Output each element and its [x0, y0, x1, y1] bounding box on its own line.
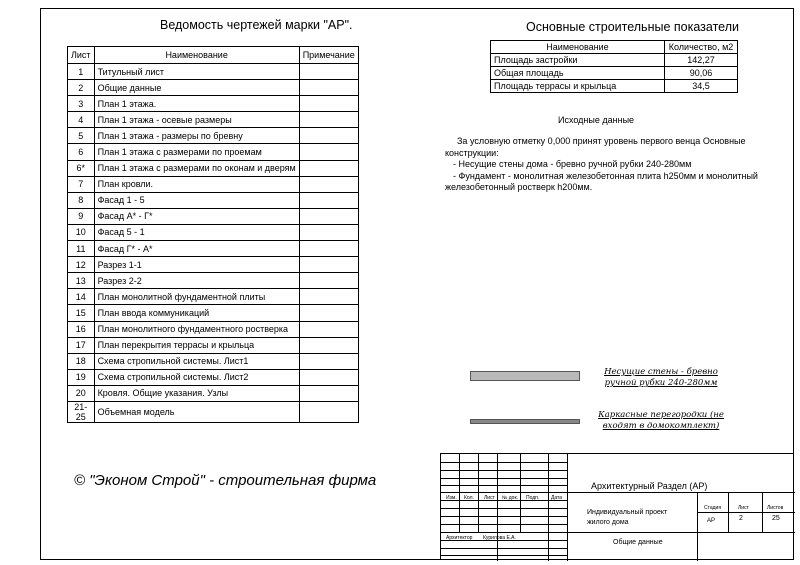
header-note: Примечание	[299, 47, 358, 64]
sheet-number: 10	[68, 224, 95, 240]
sheet-name: План кровли.	[94, 176, 299, 192]
sheet-name: План перекрытия террасы и крыльца	[94, 337, 299, 353]
sheet-note	[299, 160, 358, 176]
sheet-number: 17	[68, 337, 95, 353]
indicator-value: 142,27	[665, 54, 738, 67]
table-row	[68, 176, 359, 192]
sheet-name: План монолитного фундаментного ростверка	[94, 321, 299, 337]
title-block	[440, 453, 794, 560]
stage-label: Стадия	[704, 505, 722, 511]
sheets-table-header	[68, 47, 359, 64]
section-title: Архитектурный Раздел (АР)	[591, 481, 708, 491]
sheet-number: 14	[68, 289, 95, 305]
sheet-name: Разрез 1-1	[94, 257, 299, 273]
sheet-name: План 1 этажа с размерами по проемам	[94, 144, 299, 160]
col-date: Дата	[551, 495, 563, 501]
sheet-number: 15	[68, 305, 95, 321]
indicators-header-qty: Количество, м2	[665, 41, 738, 54]
sheet-number: 19	[68, 369, 95, 385]
sheet-number: 18	[68, 353, 95, 369]
table-row	[68, 401, 359, 422]
legend-partitions-label: Каркасные перегородки (не входят в домокомплект)	[598, 410, 724, 431]
sheet-note	[299, 192, 358, 208]
table-row	[68, 257, 359, 273]
sheet-name: Схема стропильной системы. Лист2	[94, 369, 299, 385]
sheet-number: 7	[68, 176, 95, 192]
indicators-table	[490, 40, 738, 93]
table-row	[68, 241, 359, 257]
sheet-note	[299, 208, 358, 224]
sheet-number: 6*	[68, 160, 95, 176]
sheet-number: 5	[68, 128, 95, 144]
sheet-name: План 1 этажа - осевые размеры	[94, 112, 299, 128]
sheet-name: План 1 этажа - размеры по бревну	[94, 128, 299, 144]
indicator-value: 90,06	[665, 67, 738, 80]
sheet-name: Фасад 5 - 1	[94, 224, 299, 240]
sheet-note	[299, 144, 358, 160]
sheet-note	[299, 257, 358, 273]
table-row	[68, 80, 359, 96]
sheet-note	[299, 241, 358, 257]
table-row	[491, 67, 738, 80]
table-row	[68, 321, 359, 337]
table-row	[68, 385, 359, 401]
sheet-note	[299, 273, 358, 289]
sheet-note	[299, 224, 358, 240]
legend-walls-label: Несущие стены - бревно ручной рубки 240-280мм	[604, 367, 718, 388]
copyright-text: © "Эконом Строй" - строительная фирма	[74, 472, 377, 489]
sheet-note	[299, 96, 358, 112]
role-label: Архитектор	[446, 535, 473, 541]
sheet-number: 3	[68, 96, 95, 112]
source-data-text	[445, 136, 765, 194]
sheet-note	[299, 385, 358, 401]
sheets-label: Листов	[767, 505, 784, 511]
indicator-name: Площадь террасы и крыльца	[491, 80, 665, 93]
col-kol: Кол.	[464, 495, 474, 501]
table-row	[68, 353, 359, 369]
sheet-name: План монолитной фундаментной плиты	[94, 289, 299, 305]
header-sheet: Лист	[68, 47, 95, 64]
col-izm: Изм.	[446, 495, 457, 501]
table-row	[491, 54, 738, 67]
sheet-note	[299, 64, 358, 80]
sheet-name: Фасад 1 - 5	[94, 192, 299, 208]
table-row	[68, 160, 359, 176]
source-line-3: - Фундамент - монолитная железобетонная плита h250мм и монолитный железобетонный ростверк h200мм.	[445, 170, 758, 192]
sheet-number: 16	[68, 321, 95, 337]
stage-value: АР	[707, 518, 716, 524]
table-row	[491, 80, 738, 93]
sheets-list-title: Ведомость чертежей марки "АР".	[160, 18, 353, 32]
load-bearing-wall-symbol	[470, 371, 580, 381]
sheet-number: 20	[68, 385, 95, 401]
sheet-note	[299, 176, 358, 192]
indicators-title: Основные строительные показатели	[526, 20, 739, 34]
table-row	[68, 208, 359, 224]
sheet-name: Кровля. Общие указания. Узлы	[94, 385, 299, 401]
sheet-number: 12	[68, 257, 95, 273]
sheet-number: 11	[68, 241, 95, 257]
col-doc: № док.	[502, 495, 519, 501]
header-name: Наименование	[94, 47, 299, 64]
source-line-2: - Несущие стены дома - бревно ручной рубки 240-280мм	[453, 159, 692, 169]
indicator-value: 34,5	[665, 80, 738, 93]
indicator-name: Общая площадь	[491, 67, 665, 80]
sheets-table	[67, 46, 359, 423]
sheet-note	[299, 321, 358, 337]
sheet-name: План 1 этажа с размерами по оконам и дверям	[94, 160, 299, 176]
table-row	[68, 64, 359, 80]
sheet-name: Разрез 2-2	[94, 273, 299, 289]
sheet-number: 4	[68, 112, 95, 128]
sheet-number: 6	[68, 144, 95, 160]
indicators-header	[491, 41, 738, 54]
source-line-1: За условную отметку 0,000 принят уровень первого венца Основные конструкции:	[445, 136, 746, 158]
sheet-name: Фасад А* - Г*	[94, 208, 299, 224]
sheet-number: 21-25	[68, 401, 95, 422]
sheet-name: Схема стропильной системы. Лист1	[94, 353, 299, 369]
indicators-header-name: Наименование	[491, 41, 665, 54]
table-row	[68, 144, 359, 160]
table-row	[68, 128, 359, 144]
table-row	[68, 96, 359, 112]
sheet-note	[299, 401, 358, 422]
indicator-name: Площадь застройки	[491, 54, 665, 67]
table-row	[68, 192, 359, 208]
sheet-title: Общие данные	[613, 539, 663, 546]
table-row	[68, 337, 359, 353]
table-row	[68, 369, 359, 385]
sheet-number: 8	[68, 192, 95, 208]
sheet-note	[299, 305, 358, 321]
sheet-note	[299, 112, 358, 128]
partition-symbol	[470, 419, 580, 424]
table-row	[68, 305, 359, 321]
sheet-note	[299, 337, 358, 353]
sheet-number: 9	[68, 208, 95, 224]
sheet-number: 1	[68, 64, 95, 80]
sheet-number: 13	[68, 273, 95, 289]
person-name: Курилова Е.А.	[483, 535, 516, 541]
sheet-name: Объемная модель	[94, 401, 299, 422]
sheet-note	[299, 80, 358, 96]
sheet-note	[299, 289, 358, 305]
table-row	[68, 273, 359, 289]
sheet-name: Фасад Г* - А*	[94, 241, 299, 257]
table-row	[68, 112, 359, 128]
project-title: Индивидуальный проект жилого дома	[587, 509, 668, 526]
sheet-note	[299, 369, 358, 385]
sheets-value: 25	[772, 515, 780, 522]
sheet-name: Общие данные	[94, 80, 299, 96]
col-sign: Подп.	[526, 495, 540, 501]
table-row	[68, 289, 359, 305]
sheet-label: Лист	[738, 505, 749, 511]
sheet-value: 2	[739, 515, 743, 522]
table-row	[68, 224, 359, 240]
sheet-number: 2	[68, 80, 95, 96]
source-data-title: Исходные данные	[558, 115, 635, 125]
col-list: Лист	[484, 495, 495, 501]
sheet-name: План 1 этажа.	[94, 96, 299, 112]
sheet-name: Титульный лист	[94, 64, 299, 80]
sheet-note	[299, 128, 358, 144]
sheet-name: План ввода коммуникаций	[94, 305, 299, 321]
sheet-note	[299, 353, 358, 369]
